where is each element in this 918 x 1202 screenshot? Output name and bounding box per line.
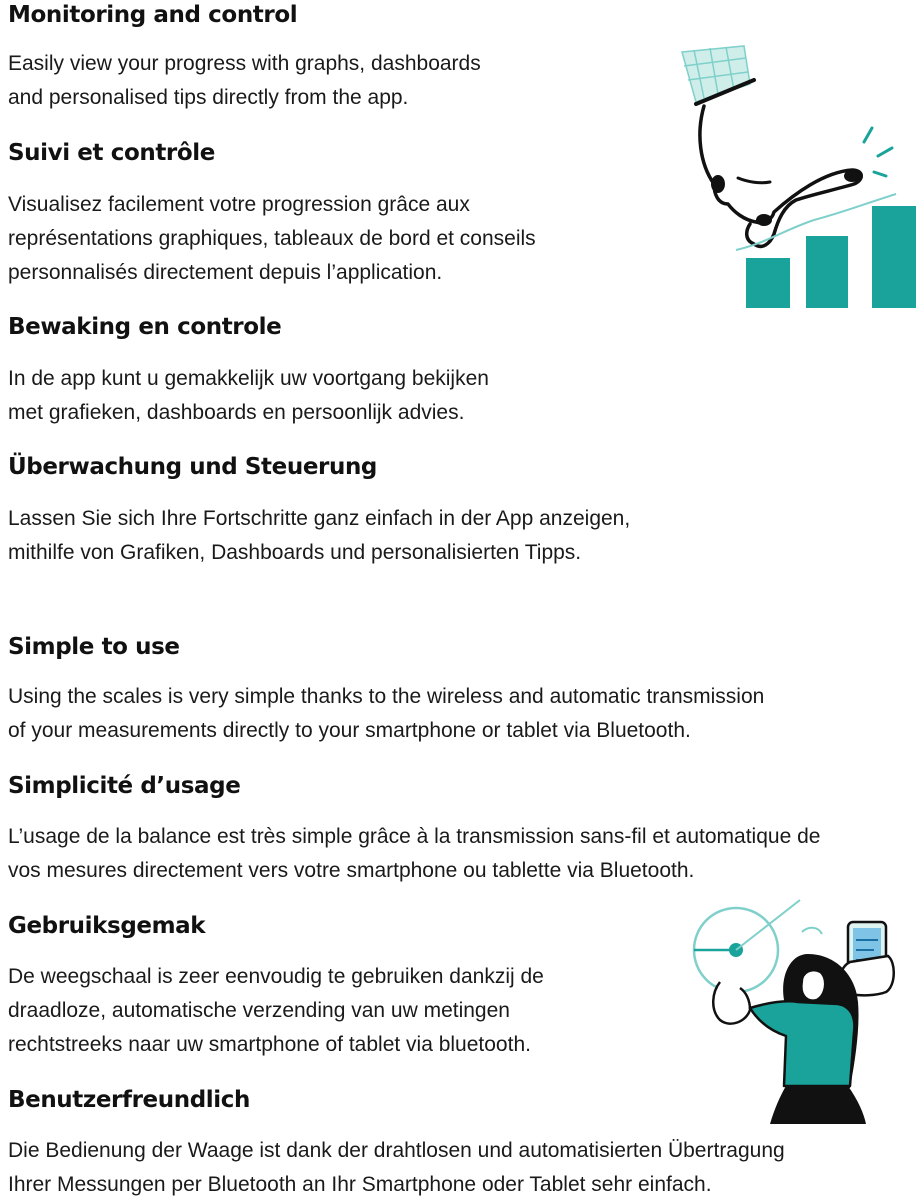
shirt-icon [750, 1001, 854, 1086]
paragraph-line: draadloze, automatische verzending van uw metingen [8, 999, 510, 1022]
heading-monitoring-fr: Suivi et contrôle [8, 140, 215, 166]
paragraph-line: Easily view your progress with graphs, dashboards [8, 52, 481, 75]
paragraph-line: Visualisez facilement votre progression grâce aux [8, 193, 470, 216]
paragraph-line: Using the scales is very simple thanks to the wireless and automatic transmission [8, 685, 765, 708]
paragraph-line: personnalisés directement depuis l’application. [8, 261, 443, 284]
paragraph-line: met grafieken, dashboards en persoonlijk advies. [8, 401, 465, 424]
paragraph-line: rechtstreeks naar uw smartphone of tablet via bluetooth. [8, 1033, 531, 1056]
heading-simple-en: Simple to use [8, 634, 180, 660]
hand-tapping-bar-chart-illustration [674, 44, 918, 312]
sleeve-cuff-icon [682, 46, 754, 104]
heading-monitoring-de: Überwachung und Steuerung [8, 454, 377, 480]
woman-holding-smartphone-illustration [690, 896, 916, 1126]
heading-simple-nl: Gebruiksgemak [8, 913, 206, 939]
paragraph-simple-en [8, 680, 764, 748]
heading-monitoring-nl: Bewaking en controle [8, 314, 282, 340]
paragraph-simple-de [8, 1134, 785, 1202]
paragraph-monitoring-en [8, 47, 481, 115]
paragraph-line: and personalised tips directly from the app. [8, 86, 409, 109]
paragraph-line: représentations graphiques, tableaux de bord et conseils [8, 227, 536, 250]
paragraph-line: of your measurements directly to your smartphone or tablet via Bluetooth. [8, 719, 691, 742]
paragraph-line: De weegschaal is zeer eenvoudig te gebruiken dankzij de [8, 965, 544, 988]
paragraph-line: mithilfe von Grafiken, Dashboards und personalisierten Tipps. [8, 541, 582, 564]
paragraph-monitoring-fr [8, 188, 536, 290]
heading-simple-de: Benutzerfreundlich [8, 1087, 250, 1113]
paragraph-simple-fr [8, 820, 820, 888]
bar-1 [746, 258, 790, 308]
paragraph-line: Lassen Sie sich Ihre Fortschritte ganz einfach in der App anzeigen, [8, 507, 631, 530]
heading-simple-fr: Simplicité d’usage [8, 773, 241, 799]
paragraph-line: L’usage de la balance est très simple grâce à la transmission sans-fil et automatique de [8, 825, 821, 848]
hand-icon [700, 106, 861, 246]
paragraph-line: vos mesures directement vers votre smartphone ou tablette via Bluetooth. [8, 859, 695, 882]
bar-2 [806, 236, 848, 308]
paragraph-simple-nl [8, 960, 544, 1062]
bar-3 [872, 206, 916, 308]
paragraph-line: Ihrer Messungen per Bluetooth an Ihr Smartphone oder Tablet sehr einfach. [8, 1173, 712, 1196]
paragraph-line: Die Bedienung der Waage ist dank der drahtlosen und automatisierten Übertragung [8, 1139, 785, 1162]
heading-monitoring-en: Monitoring and control [8, 2, 298, 28]
paragraph-line: In de app kunt u gemakkelijk uw voortgang bekijken [8, 367, 489, 390]
paragraph-monitoring-de [8, 502, 630, 570]
paragraph-monitoring-nl [8, 362, 489, 430]
